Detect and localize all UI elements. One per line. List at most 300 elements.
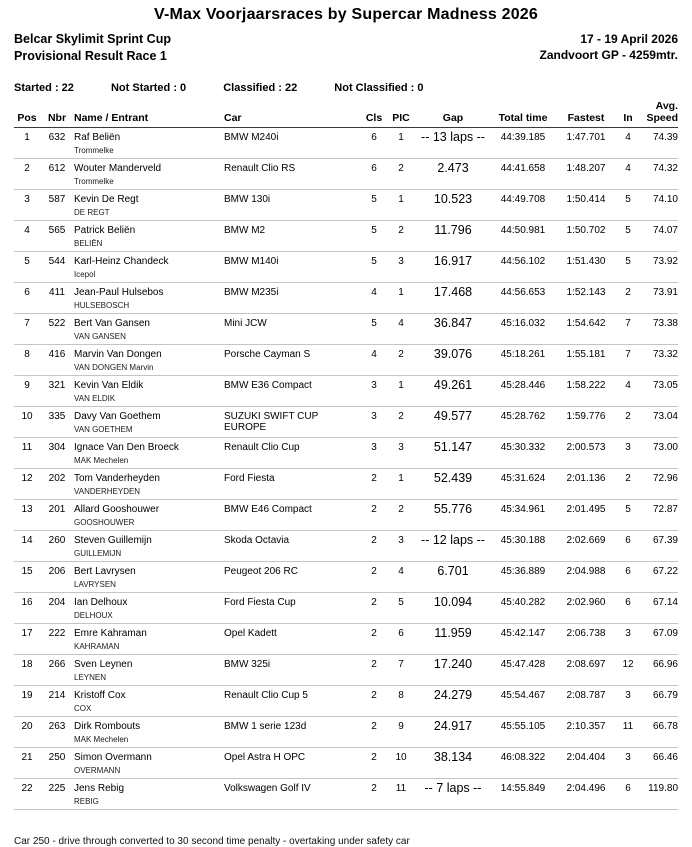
total-time-cell: 44:39.185 (490, 128, 556, 159)
class-cell: 2 (362, 779, 386, 810)
name-entrant-cell (74, 686, 224, 717)
gap-cell: 52.439 (416, 469, 490, 500)
driver-name: Emre Kahraman (74, 628, 147, 639)
fastest-lap-number-cell: 2 (616, 283, 640, 314)
avg-speed-cell: 67.39 (640, 531, 678, 562)
col-header-in: In (616, 100, 640, 128)
driver-name: Ian Delhoux (74, 597, 128, 608)
col-header-total-time: Total time (490, 100, 556, 128)
car-cell: Skoda Octavia (224, 531, 362, 562)
class-cell: 5 (362, 221, 386, 252)
fastest-lap-cell: 2:02.960 (556, 593, 616, 624)
car-number-cell: 222 (40, 624, 74, 655)
stat-classified: Classified : 22 (223, 82, 298, 94)
stats-bar (14, 82, 678, 94)
class-cell: 2 (362, 717, 386, 748)
fastest-lap-cell: 2:08.787 (556, 686, 616, 717)
position-cell: 14 (14, 531, 40, 562)
name-entrant-cell (74, 314, 224, 345)
name-entrant-cell (74, 500, 224, 531)
position-cell: 10 (14, 407, 40, 438)
result-row (14, 500, 678, 531)
driver-name: Sven Leynen (74, 659, 133, 670)
result-row (14, 469, 678, 500)
position-cell: 18 (14, 655, 40, 686)
name-entrant-cell (74, 283, 224, 314)
fastest-lap-cell: 2:04.404 (556, 748, 616, 779)
total-time-cell: 44:56.653 (490, 283, 556, 314)
driver-name: Kevin De Regt (74, 194, 139, 205)
car-cell: BMW 325i (224, 655, 362, 686)
series-name: Belcar Skylimit Sprint Cup (14, 32, 171, 46)
car-number-cell: 225 (40, 779, 74, 810)
gap-cell: 16.917 (416, 252, 490, 283)
result-row (14, 283, 678, 314)
entrant-name: HULSEBOSCH (74, 301, 130, 310)
class-cell: 3 (362, 438, 386, 469)
gap-cell: 49.261 (416, 376, 490, 407)
entrant-name: DE REGT (74, 208, 110, 217)
page-title: V-Max Voorjaarsraces by Supercar Madness 2026 (153, 6, 538, 23)
driver-name: Tom Vanderheyden (74, 473, 160, 484)
fastest-lap-number-cell: 2 (616, 469, 640, 500)
car-cell: BMW M235i (224, 283, 362, 314)
class-cell: 4 (362, 345, 386, 376)
fastest-lap-number-cell: 7 (616, 314, 640, 345)
driver-name: Kevin Van Eldik (74, 380, 144, 391)
entrant-name: Icepol (74, 270, 96, 279)
driver-name: Kristoff Cox (74, 690, 126, 701)
table-header-row (14, 100, 678, 128)
position-cell: 2 (14, 159, 40, 190)
event-date: 17 - 19 April 2026 (580, 32, 678, 46)
class-cell: 2 (362, 686, 386, 717)
car-number-cell: 632 (40, 128, 74, 159)
gap-cell: 38.134 (416, 748, 490, 779)
pic-cell: 2 (386, 500, 416, 531)
fastest-lap-cell: 2:04.988 (556, 562, 616, 593)
avg-speed-cell: 66.79 (640, 686, 678, 717)
car-number-cell: 416 (40, 345, 74, 376)
gap-cell: -- 7 laps -- (416, 779, 490, 810)
class-cell: 3 (362, 376, 386, 407)
circuit-info: Zandvoort GP - 4259mtr. (539, 48, 678, 62)
stat-not-started: Not Started : 0 (110, 82, 187, 94)
fastest-lap-number-cell: 7 (616, 345, 640, 376)
fastest-lap-number-cell: 11 (616, 717, 640, 748)
car-number-cell: 612 (40, 159, 74, 190)
pic-cell: 7 (386, 655, 416, 686)
avg-speed-cell: 72.87 (640, 500, 678, 531)
position-cell: 8 (14, 345, 40, 376)
driver-name: Raf Beliën (74, 132, 121, 143)
fastest-lap-number-cell: 4 (616, 376, 640, 407)
gap-cell: 17.240 (416, 655, 490, 686)
driver-name: Jean-Paul Hulsebos (74, 287, 164, 298)
car-cell: BMW M240i (224, 128, 362, 159)
col-header-fastest: Fastest (556, 100, 616, 128)
result-row (14, 190, 678, 221)
fastest-lap-cell: 2:04.496 (556, 779, 616, 810)
fastest-lap-cell: 1:52.143 (556, 283, 616, 314)
fastest-lap-number-cell: 6 (616, 779, 640, 810)
car-cell: Renault Clio Cup (224, 438, 362, 469)
avg-speed-cell: 73.38 (640, 314, 678, 345)
fastest-lap-cell: 1:50.702 (556, 221, 616, 252)
result-row (14, 562, 678, 593)
fastest-lap-cell: 2:02.669 (556, 531, 616, 562)
fastest-lap-number-cell: 6 (616, 593, 640, 624)
name-entrant-cell (74, 252, 224, 283)
pic-cell: 2 (386, 221, 416, 252)
avg-speed-cell: 73.91 (640, 283, 678, 314)
name-entrant-cell (74, 655, 224, 686)
driver-name: Bert Lavrysen (74, 566, 136, 577)
gap-cell: 17.468 (416, 283, 490, 314)
results-table (14, 100, 678, 810)
position-cell: 4 (14, 221, 40, 252)
driver-name: Karl-Heinz Chandeck (74, 256, 169, 267)
result-row (14, 748, 678, 779)
car-cell: BMW M2 (224, 221, 362, 252)
fastest-lap-cell: 2:10.357 (556, 717, 616, 748)
total-time-cell: 44:49.708 (490, 190, 556, 221)
name-entrant-cell (74, 593, 224, 624)
fastest-lap-number-cell: 3 (616, 748, 640, 779)
position-cell: 7 (14, 314, 40, 345)
avg-speed-cell: 73.00 (640, 438, 678, 469)
position-cell: 21 (14, 748, 40, 779)
avg-speed-cell: 73.04 (640, 407, 678, 438)
avg-speed-cell: 74.07 (640, 221, 678, 252)
result-row (14, 252, 678, 283)
driver-name: Jens Rebig (74, 783, 125, 794)
gap-cell: 2.473 (416, 159, 490, 190)
fastest-lap-cell: 2:01.136 (556, 469, 616, 500)
avg-speed-cell: 73.05 (640, 376, 678, 407)
position-cell: 17 (14, 624, 40, 655)
pic-cell: 1 (386, 128, 416, 159)
avg-speed-cell: 67.22 (640, 562, 678, 593)
name-entrant-cell (74, 345, 224, 376)
position-cell: 15 (14, 562, 40, 593)
avg-speed-cell: 66.96 (640, 655, 678, 686)
entrant-name: VAN ELDIK (74, 394, 116, 403)
car-cell: Opel Kadett (224, 624, 362, 655)
class-cell: 2 (362, 624, 386, 655)
gap-cell: 51.147 (416, 438, 490, 469)
event-header (14, 31, 678, 65)
driver-name: Davy Van Goethem (74, 411, 161, 422)
stat-not-classified: Not Classified : 0 (334, 82, 424, 94)
pic-cell: 3 (386, 252, 416, 283)
position-cell: 6 (14, 283, 40, 314)
car-cell: Ford Fiesta (224, 469, 362, 500)
total-time-cell: 45:34.961 (490, 500, 556, 531)
class-cell: 5 (362, 190, 386, 221)
result-row (14, 717, 678, 748)
gap-cell: 55.776 (416, 500, 490, 531)
pic-cell: 10 (386, 748, 416, 779)
fastest-lap-number-cell: 4 (616, 159, 640, 190)
pic-cell: 11 (386, 779, 416, 810)
car-number-cell: 263 (40, 717, 74, 748)
fastest-lap-number-cell: 4 (616, 128, 640, 159)
driver-name: Bert Van Gansen (74, 318, 150, 329)
class-cell: 2 (362, 748, 386, 779)
entrant-name: VAN GOETHEM (74, 425, 133, 434)
position-cell: 3 (14, 190, 40, 221)
gap-cell: 10.523 (416, 190, 490, 221)
result-row (14, 686, 678, 717)
avg-speed-cell: 66.46 (640, 748, 678, 779)
col-header-avg-speed: Avg. Speed (640, 100, 678, 128)
gap-cell: 11.796 (416, 221, 490, 252)
fastest-lap-number-cell: 5 (616, 252, 640, 283)
entrant-name: REBIG (74, 797, 99, 806)
gap-cell: 24.917 (416, 717, 490, 748)
pic-cell: 1 (386, 469, 416, 500)
class-cell: 5 (362, 314, 386, 345)
driver-name: Simon Overmann (74, 752, 152, 763)
total-time-cell: 45:28.446 (490, 376, 556, 407)
pic-cell: 2 (386, 345, 416, 376)
fastest-lap-cell: 1:55.181 (556, 345, 616, 376)
total-time-cell: 45:40.282 (490, 593, 556, 624)
class-cell: 2 (362, 562, 386, 593)
result-row (14, 593, 678, 624)
result-row (14, 531, 678, 562)
fastest-lap-number-cell: 2 (616, 407, 640, 438)
car-cell: BMW E46 Compact (224, 500, 362, 531)
car-number-cell: 321 (40, 376, 74, 407)
entrant-name: LEYNEN (74, 673, 107, 682)
total-time-cell: 45:47.428 (490, 655, 556, 686)
class-cell: 2 (362, 593, 386, 624)
result-row (14, 128, 678, 159)
result-row (14, 159, 678, 190)
avg-speed-cell: 73.92 (640, 252, 678, 283)
fastest-lap-cell: 2:01.495 (556, 500, 616, 531)
car-number-cell: 565 (40, 221, 74, 252)
total-time-cell: 45:42.147 (490, 624, 556, 655)
car-cell: Opel Astra H OPC (224, 748, 362, 779)
name-entrant-cell (74, 624, 224, 655)
gap-cell: 11.959 (416, 624, 490, 655)
entrant-name: BELIËN (74, 239, 103, 248)
entrant-name: OVERMANN (74, 766, 121, 775)
position-cell: 22 (14, 779, 40, 810)
entrant-name: Trommelke (74, 146, 114, 155)
total-time-cell: 45:18.261 (490, 345, 556, 376)
driver-name: Marvin Van Dongen (74, 349, 162, 360)
name-entrant-cell (74, 531, 224, 562)
class-cell: 3 (362, 407, 386, 438)
pic-cell: 3 (386, 438, 416, 469)
class-cell: 2 (362, 655, 386, 686)
pic-cell: 8 (386, 686, 416, 717)
total-time-cell: 44:41.658 (490, 159, 556, 190)
name-entrant-cell (74, 748, 224, 779)
gap-cell: 39.076 (416, 345, 490, 376)
position-cell: 20 (14, 717, 40, 748)
entrant-name: Trommelke (74, 177, 114, 186)
class-cell: 6 (362, 128, 386, 159)
car-cell: Porsche Cayman S (224, 345, 362, 376)
name-entrant-cell (74, 221, 224, 252)
fastest-lap-cell: 2:00.573 (556, 438, 616, 469)
avg-speed-cell: 74.32 (640, 159, 678, 190)
name-entrant-cell (74, 562, 224, 593)
fastest-lap-number-cell: 6 (616, 531, 640, 562)
driver-name: Allard Gooshouwer (74, 504, 160, 515)
pic-cell: 9 (386, 717, 416, 748)
result-row (14, 779, 678, 810)
car-cell: Renault Clio RS (224, 159, 362, 190)
gap-cell: 24.279 (416, 686, 490, 717)
entrant-name: VAN GANSEN (74, 332, 126, 341)
car-number-cell: 204 (40, 593, 74, 624)
results-body (14, 128, 678, 810)
driver-name: Steven Guillemijn (74, 535, 152, 546)
name-entrant-cell (74, 779, 224, 810)
pic-cell: 4 (386, 562, 416, 593)
avg-speed-cell: 73.32 (640, 345, 678, 376)
total-time-cell: 45:16.032 (490, 314, 556, 345)
car-number-cell: 260 (40, 531, 74, 562)
class-cell: 6 (362, 159, 386, 190)
entrant-name: KAHRAMAN (74, 642, 120, 651)
fastest-lap-number-cell: 12 (616, 655, 640, 686)
fastest-lap-number-cell: 5 (616, 221, 640, 252)
entrant-name: VANDERHEYDEN (74, 487, 141, 496)
position-cell: 11 (14, 438, 40, 469)
car-number-cell: 250 (40, 748, 74, 779)
avg-speed-cell: 119.80 (640, 779, 678, 810)
driver-name: Wouter Manderveld (74, 163, 162, 174)
entrant-name: MAK Mechelen (74, 735, 129, 744)
name-entrant-cell (74, 438, 224, 469)
fastest-lap-number-cell: 5 (616, 190, 640, 221)
car-number-cell: 201 (40, 500, 74, 531)
total-time-cell: 45:28.762 (490, 407, 556, 438)
car-number-cell: 202 (40, 469, 74, 500)
class-cell: 2 (362, 531, 386, 562)
stat-started: Started : 22 (14, 82, 74, 94)
pic-cell: 1 (386, 283, 416, 314)
position-cell: 13 (14, 500, 40, 531)
gap-cell: 49.577 (416, 407, 490, 438)
position-cell: 12 (14, 469, 40, 500)
car-number-cell: 587 (40, 190, 74, 221)
name-entrant-cell (74, 376, 224, 407)
pic-cell: 6 (386, 624, 416, 655)
driver-name: Dirk Rombouts (74, 721, 141, 732)
fastest-lap-number-cell: 3 (616, 624, 640, 655)
fastest-lap-cell: 1:58.222 (556, 376, 616, 407)
entrant-name: GOOSHOUWER (74, 518, 135, 527)
class-cell: 2 (362, 500, 386, 531)
col-header-cls: Cls (362, 100, 386, 128)
pic-cell: 2 (386, 407, 416, 438)
fastest-lap-number-cell: 6 (616, 562, 640, 593)
car-cell: Peugeot 206 RC (224, 562, 362, 593)
fastest-lap-cell: 1:51.430 (556, 252, 616, 283)
event-header-right (540, 31, 679, 65)
avg-speed-cell: 67.09 (640, 624, 678, 655)
car-cell: BMW 1 serie 123d (224, 717, 362, 748)
gap-cell: -- 13 laps -- (416, 128, 490, 159)
event-header-left (14, 31, 171, 65)
avg-speed-cell: 66.78 (640, 717, 678, 748)
fastest-lap-number-cell: 3 (616, 438, 640, 469)
avg-speed-cell: 67.14 (640, 593, 678, 624)
position-cell: 5 (14, 252, 40, 283)
result-row (14, 345, 678, 376)
car-cell: Renault Clio Cup 5 (224, 686, 362, 717)
total-time-cell: 46:08.322 (490, 748, 556, 779)
entrant-name: VAN DONGEN Marvin (74, 363, 154, 372)
gap-cell: 10.094 (416, 593, 490, 624)
fastest-lap-cell: 1:54.642 (556, 314, 616, 345)
car-number-cell: 214 (40, 686, 74, 717)
total-time-cell: 45:55.105 (490, 717, 556, 748)
name-entrant-cell (74, 407, 224, 438)
total-time-cell: 45:31.624 (490, 469, 556, 500)
name-entrant-cell (74, 190, 224, 221)
fastest-lap-cell: 1:47.701 (556, 128, 616, 159)
avg-speed-cell: 74.10 (640, 190, 678, 221)
name-entrant-cell (74, 469, 224, 500)
result-row (14, 314, 678, 345)
name-entrant-cell (74, 128, 224, 159)
col-header-pos: Pos (14, 100, 40, 128)
position-cell: 19 (14, 686, 40, 717)
result-row (14, 438, 678, 469)
pic-cell: 4 (386, 314, 416, 345)
pic-cell: 1 (386, 376, 416, 407)
avg-speed-cell: 72.96 (640, 469, 678, 500)
position-cell: 1 (14, 128, 40, 159)
car-number-cell: 544 (40, 252, 74, 283)
avg-speed-cell: 74.39 (640, 128, 678, 159)
car-cell: SUZUKI SWIFT CUP EUROPE (224, 407, 362, 438)
fastest-lap-number-cell: 3 (616, 686, 640, 717)
total-time-cell: 45:36.889 (490, 562, 556, 593)
car-number-cell: 335 (40, 407, 74, 438)
car-cell: Mini JCW (224, 314, 362, 345)
gap-cell: 36.847 (416, 314, 490, 345)
car-number-cell: 266 (40, 655, 74, 686)
position-cell: 16 (14, 593, 40, 624)
fastest-lap-cell: 1:48.207 (556, 159, 616, 190)
pic-cell: 3 (386, 531, 416, 562)
entrant-name: GUILLEMIJN (74, 549, 122, 558)
car-cell: BMW M140i (224, 252, 362, 283)
entrant-name: DELHOUX (74, 611, 113, 620)
col-header-car: Car (224, 100, 362, 128)
penalty-note: Car 250 - drive through converted to 30 second time penalty - overtaking under safety car (14, 836, 410, 847)
class-cell: 5 (362, 252, 386, 283)
col-header-nbr: Nbr (40, 100, 74, 128)
result-row (14, 376, 678, 407)
entrant-name: LAVRYSEN (74, 580, 116, 589)
result-row (14, 624, 678, 655)
car-number-cell: 304 (40, 438, 74, 469)
fastest-lap-cell: 2:06.738 (556, 624, 616, 655)
col-header-name-entrant: Name / Entrant (74, 100, 224, 128)
gap-cell: -- 12 laps -- (416, 531, 490, 562)
